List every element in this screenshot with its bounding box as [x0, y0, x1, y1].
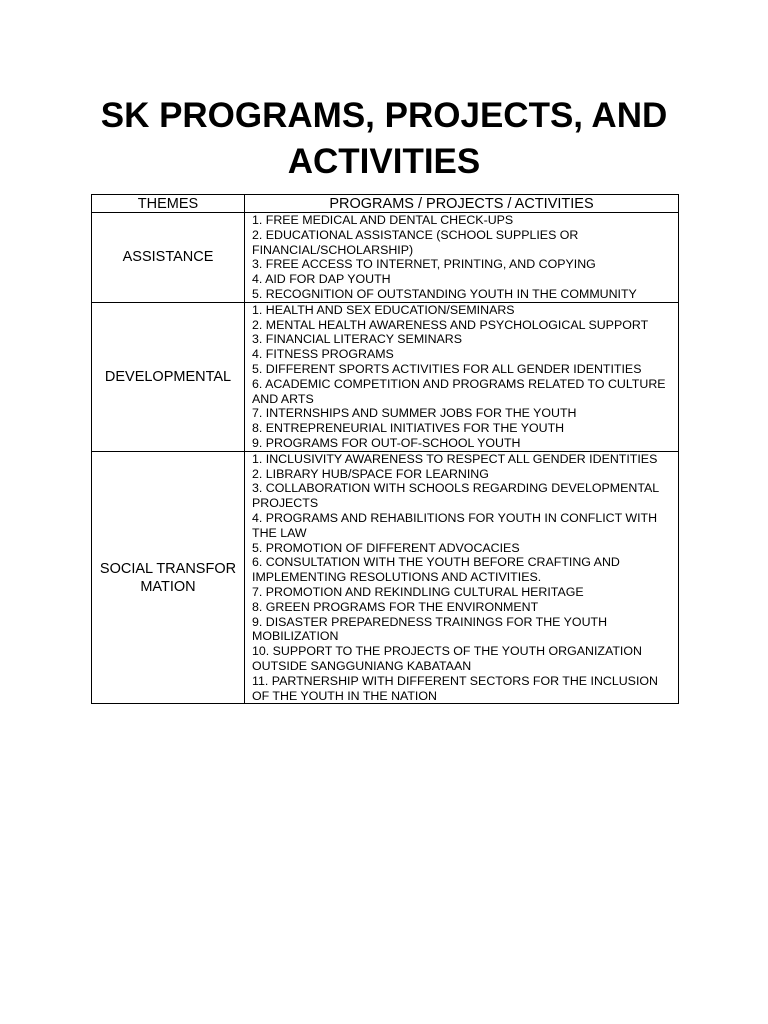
header-themes: THEMES — [92, 195, 245, 213]
header-programs-projects-activities: PROGRAMS / PROJECTS / ACTIVITIES — [245, 195, 679, 213]
list-item: 8. GREEN PROGRAMS FOR THE ENVIRONMENT — [252, 599, 539, 614]
list-item: 7. PROMOTION AND REKINDLING CULTURAL HERITAGE — [252, 584, 584, 599]
list-item: 3. COLLABORATION WITH SCHOOLS REGARDING DEVELOPMENTAL PROJECTS — [252, 481, 659, 511]
table-row-assistance — [92, 213, 679, 303]
list-item: 5. PROMOTION OF DIFFERENT ADVOCACIES — [252, 540, 520, 555]
list-item: 3. FREE ACCESS TO INTERNET, PRINTING, AND COPYING — [252, 257, 596, 272]
theme-cell: DEVELOPMENTAL — [92, 302, 245, 451]
list-item: 4. FITNESS PROGRAMS — [252, 347, 394, 362]
list-item: 2. MENTAL HEALTH AWARENESS AND PSYCHOLOGICAL SUPPORT — [252, 317, 649, 332]
items-cell — [245, 451, 679, 704]
items-cell — [245, 213, 679, 303]
list-item: 11. PARTNERSHIP WITH DIFFERENT SECTORS FOR THE INCLUSION OF THE YOUTH IN THE NATION — [252, 673, 658, 703]
list-item: 9. PROGRAMS FOR OUT-OF-SCHOOL YOUTH — [252, 435, 521, 450]
list-item: 6. ACADEMIC COMPETITION AND PROGRAMS RELATED TO CULTURE AND ARTS — [252, 376, 666, 406]
list-item: 7. INTERNSHIPS AND SUMMER JOBS FOR THE YOUTH — [252, 406, 577, 421]
list-item: 1. INCLUSIVITY AWARENESS TO RESPECT ALL GENDER IDENTITIES — [252, 451, 658, 466]
table-header-row — [92, 195, 679, 213]
list-item: 10. SUPPORT TO THE PROJECTS OF THE YOUTH ORGANIZATION OUTSIDE SANGGUNIANG KABATAAN — [252, 644, 642, 673]
list-item: 4. PROGRAMS AND REHABILITIONS FOR YOUTH IN CONFLICT WITH THE LAW — [252, 510, 658, 540]
ppa-table — [91, 194, 679, 704]
list-item: 3. FINANCIAL LITERACY SEMINARS — [252, 332, 463, 347]
list-item: 4. AID FOR DAP YOUTH — [252, 272, 391, 287]
page-title-line-2: ACTIVITIES — [287, 142, 481, 181]
list-item: 2. LIBRARY HUB/SPACE FOR LEARNING — [252, 466, 489, 481]
list-item: 5. DIFFERENT SPORTS ACTIVITIES FOR ALL GENDER IDENTITIES — [252, 361, 642, 376]
list-item: 1. HEALTH AND SEX EDUCATION/SEMINARS — [252, 302, 515, 317]
list-item: 9. DISASTER PREPAREDNESS TRAININGS FOR THE YOUTH MOBILIZATION — [252, 614, 608, 644]
page-title — [80, 93, 688, 185]
list-item: 6. CONSULTATION WITH THE YOUTH BEFORE CRAFTING AND IMPLEMENTING RESOLUTIONS AND ACTIVITIES. — [252, 555, 620, 585]
list-item: 2. EDUCATIONAL ASSISTANCE (SCHOOL SUPPLIES OR FINANCIAL/SCHOLARSHIP) — [252, 227, 579, 257]
page-title-line-1: SK PROGRAMS, PROJECTS, AND — [100, 96, 668, 135]
list-item: 1. FREE MEDICAL AND DENTAL CHECK-UPS — [252, 213, 514, 227]
table-row-social-transformation — [92, 451, 679, 704]
table-row-developmental — [92, 302, 679, 451]
items-cell — [245, 302, 679, 451]
list-item: 8. ENTREPRENEURIAL INITIATIVES FOR THE YOUTH — [252, 421, 565, 436]
theme-cell: ASSISTANCE — [92, 213, 245, 303]
theme-cell: SOCIAL TRANSFORMATION — [92, 451, 245, 704]
list-item: 5. RECOGNITION OF OUTSTANDING YOUTH IN THE COMMUNITY — [252, 286, 637, 301]
